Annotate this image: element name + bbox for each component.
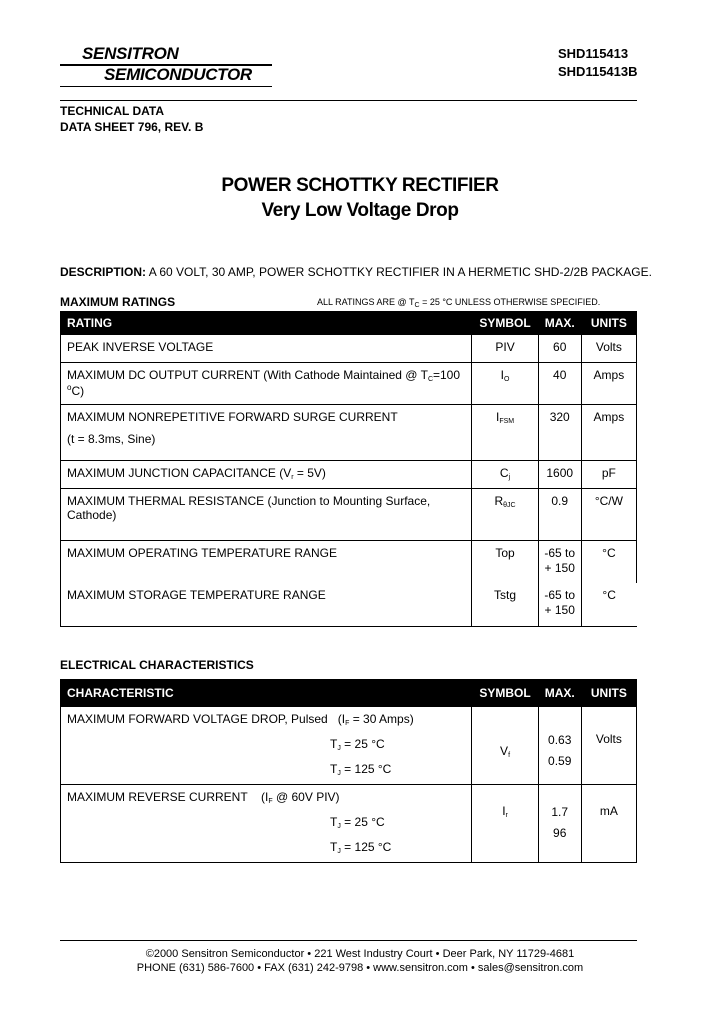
- max-cell: -65 to + 150: [538, 583, 581, 627]
- page-subtitle: Very Low Voltage Drop: [261, 200, 459, 221]
- company-name-line2: SEMICONDUCTOR: [104, 65, 252, 84]
- rating-cell: MAXIMUM JUNCTION CAPACITANCE $(V_r = 5V)$: [61, 461, 472, 489]
- table-row: [61, 541, 637, 583]
- footer-contact: PHONE (631) 586-7600 • FAX (631) 242-9798 • www.sensitron.com • sales@sensitron.com: [136, 962, 584, 974]
- table-row: [61, 707, 637, 785]
- part-number-2: SHD115413B: [558, 64, 638, 79]
- data-sheet-label: DATA SHEET 796, REV. B: [60, 120, 204, 134]
- rating-cell: PEAK INVERSE VOLTAGE: [61, 335, 472, 363]
- table-row: [61, 785, 637, 863]
- footer-divider: [60, 940, 637, 941]
- units-cell: Volts: [581, 335, 636, 363]
- symbol-cell: $R_{\theta JC}$: [472, 489, 538, 541]
- max-cell: 1600: [538, 461, 581, 489]
- symbol-cell: $I_r$: [472, 785, 538, 863]
- units-cell: °C: [581, 541, 636, 583]
- max-cell: 0.63 0.59: [538, 707, 581, 785]
- header-rating: RATING: [61, 312, 472, 335]
- symbol-cell: $V_f$: [472, 707, 538, 785]
- header-symbol: SYMBOL: [472, 312, 538, 335]
- max-ratings-title: MAXIMUM RATINGS: [60, 295, 176, 309]
- description-text: A 60 VOLT, 30 AMP, POWER SCHOTTKY RECTIFIER IN A HERMETIC SHD-2/2B PACKAGE.: [146, 265, 652, 279]
- table-header-row: [61, 680, 637, 707]
- company-name-line1: SENSITRON: [82, 44, 179, 63]
- table-row: [61, 335, 637, 363]
- header-divider: [60, 100, 637, 101]
- max-cell: 40: [538, 363, 581, 405]
- header-units: UNITS: [581, 312, 636, 335]
- description-label: DESCRIPTION:: [60, 265, 147, 279]
- header-max: MAX.: [538, 312, 581, 335]
- units-cell: Volts: [581, 707, 636, 785]
- units-cell: °C/W: [581, 489, 636, 541]
- footer-address: ©2000 Sensitron Semiconductor • 221 West Industry Court • Deer Park, NY 11729-4681: [145, 948, 575, 960]
- rating-cell: MAXIMUM OPERATING TEMPERATURE RANGE: [61, 541, 472, 583]
- rating-cell: MAXIMUM THERMAL RESISTANCE (Junction to Mounting Surface, Cathode): [61, 489, 472, 541]
- characteristic-cell: MAXIMUM REVERSE CURRENT ($I_F$ @ 60V PIV) $T_J = 25$ °C $T_J = 125$ °C: [61, 785, 472, 863]
- ratings-note: ALL RATINGS ARE @ $T_C = 25$ °C UNLESS OTHERWISE SPECIFIED.: [317, 297, 601, 309]
- units-cell: °C: [581, 583, 636, 627]
- symbol-cell: Top: [472, 541, 538, 583]
- symbol-cell: $I_{FSM}$: [472, 405, 538, 461]
- rating-cell: MAXIMUM DC OUTPUT CURRENT (With Cathode Maintained @ $T_C=100$ $^o$C): [61, 363, 472, 405]
- table-row: [61, 489, 637, 541]
- symbol-cell: $I_O$: [472, 363, 538, 405]
- table-row: [61, 461, 637, 489]
- max-cell: 0.9: [538, 489, 581, 541]
- header-characteristic: CHARACTERISTIC: [61, 680, 472, 707]
- units-cell: Amps: [581, 363, 636, 405]
- part-number-1: SHD115413: [558, 46, 629, 61]
- characteristic-cell: MAXIMUM FORWARD VOLTAGE DROP, Pulsed ($I_F = 30$ Amps) $T_J = 25$ °C $T_J = 125$ °C: [61, 707, 472, 785]
- electrical-characteristics-title: ELECTRICAL CHARACTERISTICS: [60, 658, 254, 672]
- table-row: [61, 363, 637, 405]
- max-cell: 1.7 96: [538, 785, 581, 863]
- electrical-table: [60, 679, 637, 863]
- units-cell: mA: [581, 785, 636, 863]
- symbol-cell: Tstg: [472, 583, 538, 627]
- logo-bottom-rule: [60, 86, 272, 87]
- table-row: [61, 583, 637, 627]
- rating-cell: MAXIMUM NONREPETITIVE FORWARD SURGE CURRENT (t = 8.3ms, Sine): [61, 405, 472, 461]
- table-row: [61, 405, 637, 461]
- page-title: POWER SCHOTTKY RECTIFIER: [221, 175, 499, 196]
- units-cell: pF: [581, 461, 636, 489]
- technical-data-label: TECHNICAL DATA: [60, 104, 164, 118]
- table-header-row: [61, 312, 637, 335]
- symbol-cell: PIV: [472, 335, 538, 363]
- header-max: MAX.: [538, 680, 581, 707]
- max-cell: 60: [538, 335, 581, 363]
- header-symbol: SYMBOL: [472, 680, 538, 707]
- max-ratings-table: [60, 311, 637, 627]
- max-cell: 320: [538, 405, 581, 461]
- rating-cell: MAXIMUM STORAGE TEMPERATURE RANGE: [61, 583, 472, 627]
- symbol-cell: $C_j$: [472, 461, 538, 489]
- description: [60, 265, 652, 279]
- units-cell: Amps: [581, 405, 636, 461]
- header-units: UNITS: [581, 680, 636, 707]
- max-cell: -65 to + 150: [538, 541, 581, 583]
